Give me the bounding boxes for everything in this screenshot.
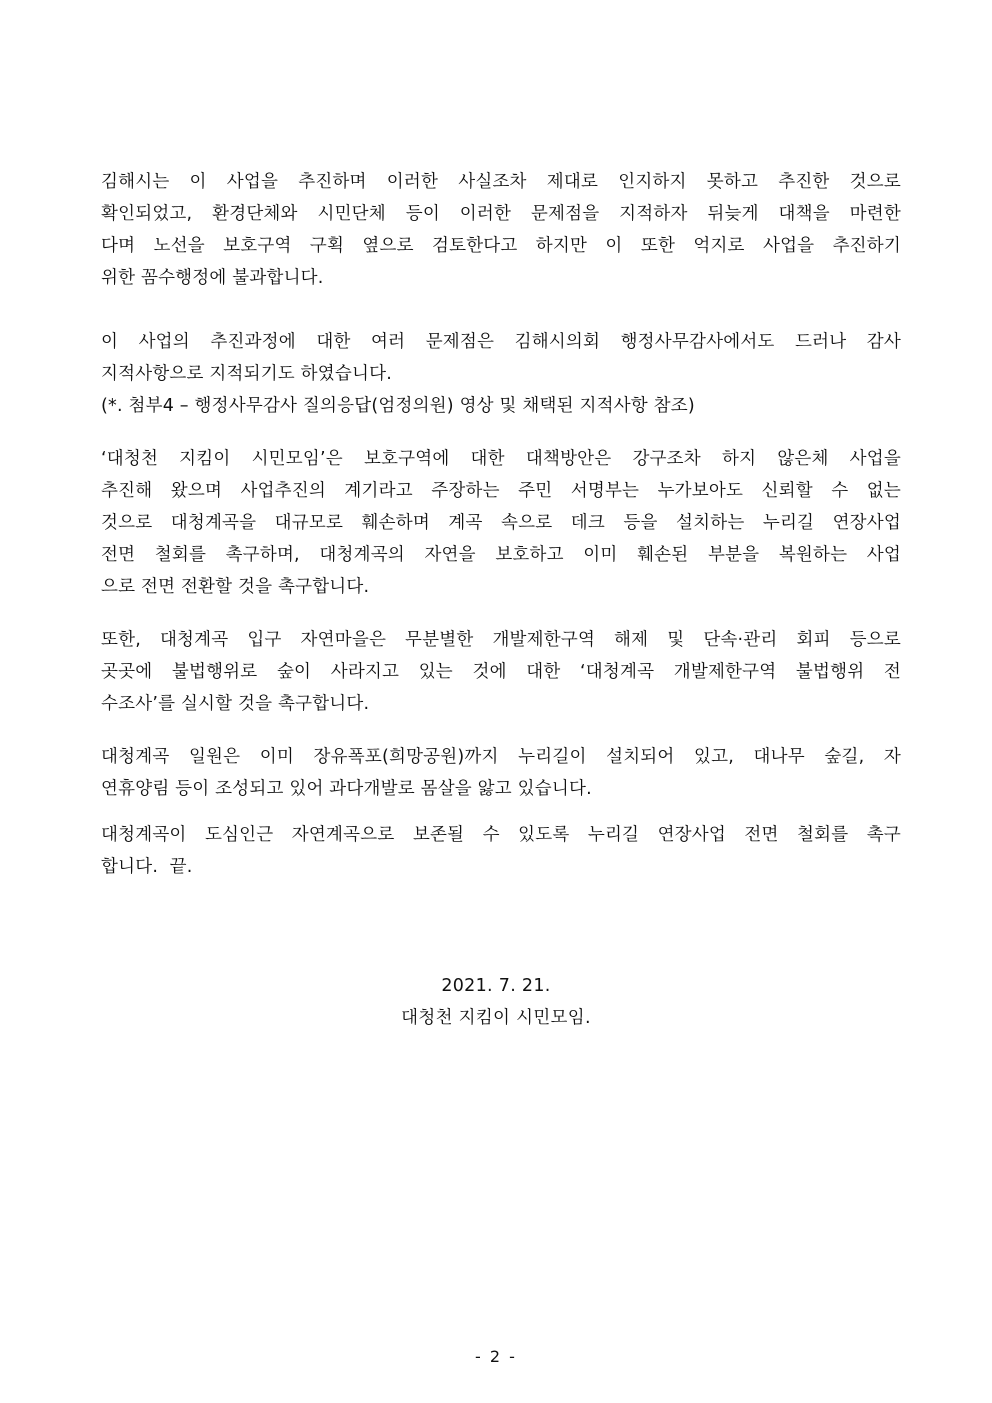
text-line: 김해시는 이 사업을 추진하며 이러한 사실조차 제대로 인지하지 못하고 추진한 것으로 (101, 172, 901, 192)
text-line: 추진해 왔으며 사업추진의 계기라고 주장하는 주민 서명부는 누가보아도 신뢰할 수 없는 (101, 481, 901, 501)
text-line: 것으로 대청계곡을 대규모로 훼손하며 계곡 속으로 데크 등을 설치하는 누리길 연장사업 (101, 513, 901, 533)
text-line: 수조사’를 실시할 것을 촉구합니다. (101, 694, 370, 714)
text-line: 다며 노선을 보호구역 구획 옆으로 검토한다고 하지만 이 또한 억지로 사업을 추진하기 (101, 236, 901, 256)
attachment-note: (*. 첨부4 – 행정사무감사 질의응답(엄정의원) 영상 및 채택된 지적사항 참조) (101, 396, 695, 416)
text-line: 지적사항으로 지적되기도 하였습니다. (101, 364, 392, 384)
text-line: 대청계곡 일원은 이미 장유폭포(희망공원)까지 누리길이 설치되어 있고, 대나무 숲길, 자 (101, 747, 901, 767)
paragraph-illegal-activity-survey (101, 624, 901, 720)
text-line: 전면 철회를 촉구하며, 대청계곡의 자연을 보호하고 이미 훼손된 부분을 복원하는 사업 (101, 545, 901, 565)
document-body (101, 166, 901, 883)
document-date: 2021. 7. 21. (441, 976, 551, 996)
text-line: 또한, 대청계곡 입구 자연마을은 무분별한 개발제한구역 해제 및 단속·관리 회피 등으로 (101, 630, 901, 650)
text-line: 위한 꼼수행정에 불과합니다. (101, 268, 324, 288)
text-line: 으로 전면 전환할 것을 촉구합니다. (101, 577, 370, 597)
text-line: 곳곳에 불법행위로 숲이 사라지고 있는 것에 대한 ‘대청계곡 개발제한구역 불법행위 전 (101, 662, 901, 682)
paragraph-audit-findings (101, 326, 901, 422)
signature-block (0, 970, 992, 1034)
paragraph-budget-criticism (101, 166, 901, 294)
page-number: - 2 - (475, 1347, 517, 1366)
text-line: 연휴양림 등이 조성되고 있어 과다개발로 몸살을 앓고 있습니다. (101, 779, 592, 799)
text-line: 확인되었고, 환경단체와 시민단체 등이 이러한 문제점을 지적하자 뒤늦게 대책을 마련한 (101, 204, 901, 224)
text-line: ‘대청천 지킴이 시민모임’은 보호구역에 대한 대책방안은 강구조차 하지 않은체 사업을 (101, 449, 901, 469)
paragraph-withdrawal-demand (101, 443, 901, 603)
text-line: 합니다. 끝. (101, 857, 193, 877)
text-line: 이 사업의 추진과정에 대한 여러 문제점은 김해시의회 행정사무감사에서도 드러나 감사 (101, 332, 901, 352)
paragraph-overdevelopment (101, 741, 901, 805)
text-line: 대청계곡이 도심인근 자연계곡으로 보존될 수 있도록 누리길 연장사업 전면 철회를 촉구 (101, 825, 901, 845)
organization-name: 대청천 지킴이 시민모임. (401, 1008, 591, 1028)
paragraph-conclusion (101, 819, 901, 883)
